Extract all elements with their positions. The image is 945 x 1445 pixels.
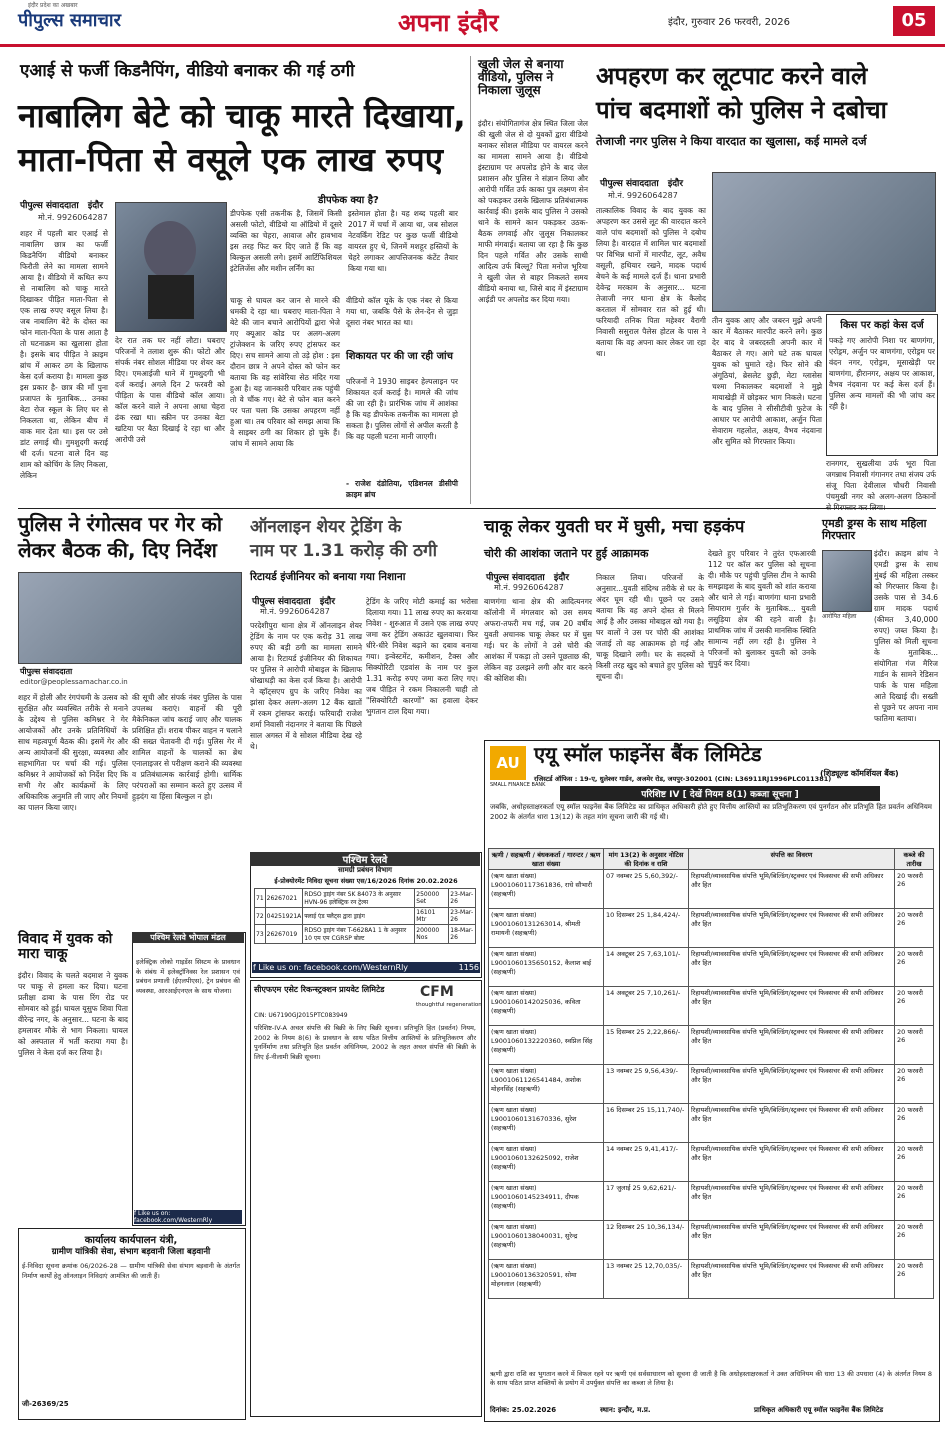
share-column-2: ट्रेडिंग के जरिए मोटी कमाई का भरोसा दिलाया गया। 11 लाख रुपए का करवाया निवेश - शुरुआत में उसने एक लाख रुपए जमा कर ट्रेडिंग अकाउंट खुलवाया। फिर धीरे-धीरे निवेश बढ़ाने का दबाव बनाया गया। इन्वेस्टमेंट, कमीशन, टैक्स और सिक्योरिटी एडवांस के नाम पर कुल 1.31 करोड़ रुपए जमा करा लिए गए। जब पीड़ित ने रकम निकालनी चाही तो "सिक्योरिटी कारणों" का हवाला देकर भुगतान टाल दिया गया।	[366, 597, 478, 716]
cell-property: रिहायशी/व्यावसायिक संपत्ति भूमि/बिल्डिंग/स्ट्रक्चर एवं फिक्सचर की सभी अधिकार और हित	[689, 948, 895, 987]
cell-qty: 200000 Nos	[415, 925, 449, 944]
murder-body: इंदौर। विवाद के चलते बदमाश ने युवक पर चाकू से हमला कर दिया। घटना प्रतीक्षा ढाबा के पास रिंग रोड पर सोमवार को हुई। घायल यूसुफ शिवा पिता वीरेन्द्र नगर, के अनुसार... घटना के बाद हमलावर मौके से भाग निकला। घायल को अस्पताल में भर्ती कराया गया है। पुलिस ने केस दर्ज कर लिया है।	[18, 971, 128, 1057]
knife-column-3: देखते हुए परिवार ने तुरंत एफआरवी 112 पर कॉल कर पुलिस को सूचना दी। मौके पर पहुंची पुलिस टीम ने काफी समझाइश के बाद युवती को शांत कराया और थाने ले गई। बाणगंगा थाना प्रभारी सियाराम गुर्जर के मुताबिक... युवती लसूड़िया क्षेत्र की रहने वाली है। प्राथमिक जांच में उसकी मानसिक स्थिति सामान्य नहीं लग रही है। पुलिस ने परिजनों को बुलाकर युवती को उनके सुपुर्द कर दिया।	[708, 549, 816, 668]
robbery-photo	[712, 172, 936, 312]
lead-headline-1: नाबालिग बेटे को चाकू मारते दिखाया,	[18, 96, 466, 135]
bank-address: रजिस्टर्ड ऑफिस : 19-ए, धुलेश्वर गार्डन, अजमेर रोड, जयपुर-302001 (CIN: L36911RJ1996PLC011381)	[534, 775, 832, 783]
cell-property: रिहायशी/व्यावसायिक संपत्ति भूमि/बिल्डिंग/स्ट्रक्चर एवं फिक्सचर की सभी अधिकार और हित	[689, 1104, 895, 1143]
bank-note: ऋणी द्वारा राशि का भुगतान करने में विफल रहने पर ऋणी एवं सर्वसाधारण को सूचना दी जाती है कि अधोहस्ताक्षरकर्ता ने उक्त अधिनियम की धारा 13 की उपधारा (4) के अंतर्गत नियम 8 के साथ पठित प्राप्त शक्तियों के प्रयोग में उपर्युक्त संपत्ति का कब्जा ले लिया है।	[490, 1370, 932, 1387]
knife-mobile: मो.नं. 9926064287	[494, 583, 564, 592]
share-mobile: मो.नं. 9926064287	[260, 607, 330, 616]
cell-demand: 15 दिसम्बर 25 2,22,866/-	[604, 1026, 689, 1065]
table-row	[489, 1143, 934, 1182]
cell-date: 20 फरवरी 26	[895, 1182, 934, 1221]
gramin-text: ई-निविदा सूचना क्रमांक 06/2026-28 — ग्रामीण यांत्रिकी सेवा संभाग बड़वानी के अंतर्गत निर्माण कार्यों हेतु ऑनलाइन निविदाएं आमंत्रित की जाती हैं।	[22, 1262, 240, 1280]
cell-date: 20 फरवरी 26	[895, 1221, 934, 1260]
lead-column-3: चाकू से घायल कर जान से मारने की धमकी दे रहा था। घबराए माता-पिता ने बेटे की जान बचाने आरोपियों द्वारा भेजे गए क्यूआर कोड पर अलग-अलग ट्रांजेक्शन के जरिए रुपए ट्रांसफर कर दिए। सच सामने आया तो उड़े होश : इस दौरान छात्र ने अपने दोस्त को फोन कर बताया कि वह सांवेरिया सेठ मंदिर गया हुआ है। यह जानकारी परिवार तक पहुंची तो वे चौंक गए। बेटे से फोन बात करने पर पता चला कि उसका अपहरण नहीं हुआ था। तब परिवार को समझ आया कि वे साइबर ठगी का शिकार हो चुके हैं। जांच में सामने आया कि	[230, 296, 340, 448]
lead-headline-2: माता-पिता से वसूले एक लाख रुपए	[18, 140, 443, 179]
jail-headline: खुली जेल से बनाया वीडियो, पुलिस ने निकाला जुलूस	[478, 57, 564, 97]
byline-city: इंदौर	[667, 179, 684, 189]
face-icon	[144, 221, 196, 279]
divider	[18, 508, 936, 509]
cell-date: 20 फरवरी 26	[895, 1260, 934, 1299]
bank-signature: प्राधिकृत अधिकारी एयू स्मॉल फाइनेंस बैंक लिमिटेड	[754, 1406, 884, 1414]
complaint-text: परिजनों ने 1930 साइबर हेल्पलाइन पर शिकायत दर्ज कराई है। मामले की जांच की जा रही है। प्रारंभिक जांच में आशंका है कि यह डीपफेक तकनीक का मामला हो सकता है। पुलिस लोगों से अपील करती है कि वह पहली घटना मानी जाएगी।	[346, 377, 458, 441]
facebook-icon: f	[134, 1210, 137, 1217]
cfm-title: सीएफएम एसेट रिकन्स्ट्रक्शन प्रायवेट लिमिटेड	[254, 985, 385, 994]
robbery-column-3: रानगगर, सुखलीया उर्फ भूरा पिता जगन्नाथ निवासी गंगानगर तथा संजय उर्फ संजू पिता देवीलाल चौधरी निवासी पंचमुखी नगर को अलग-अलग ठिकानों	[826, 459, 936, 501]
cell-date: 18-Mar-26	[449, 925, 476, 944]
share-headline-2: नाम पर 1.31 करोड़ की ठगी	[250, 541, 437, 561]
gramin-footer: जी-26369/25	[22, 1400, 69, 1408]
knife-subhead: चोरी की आशंका जताने पर हुई आक्रामक	[484, 547, 649, 560]
cell-no: 73	[255, 925, 266, 944]
cell-demand: 14 अक्टूबर 25 7,63,101/-	[604, 948, 689, 987]
cell-tender: 26267019	[265, 925, 303, 944]
byline-city: इंदौर	[553, 573, 570, 583]
table-row	[489, 1104, 934, 1143]
cell-borrower: (ऋण खाता संख्या) L9001061126541484, अशोक मोहनसिंह (सहऋणी)	[489, 1065, 604, 1104]
cell-demand: 13 नवम्बर 25 9,56,439/-	[604, 1065, 689, 1104]
table-row	[255, 889, 476, 908]
cell-borrower: (ऋण खाता संख्या) L9001060131670336, सुरेश (सहऋणी)	[489, 1104, 604, 1143]
bank-logo-sub: SMALL FINANCE BANK	[490, 782, 546, 788]
bank-table	[488, 848, 934, 1299]
col-header-demand: मांग 13(2) के अनुसार नोटिस की दिनांक व राशि	[604, 849, 689, 870]
cell-property: रिहायशी/व्यावसायिक संपत्ति भूमि/बिल्डिंग/स्ट्रक्चर एवं फिक्सचर की सभी अधिकार और हित	[689, 1026, 895, 1065]
cell-borrower: (ऋण खाता संख्या) L9001060142025036, कविता (सहऋणी)	[489, 987, 604, 1026]
cell-demand: 14 नवम्बर 25 9,41,417/-	[604, 1143, 689, 1182]
cell-tender: 04251921A	[265, 908, 303, 925]
board-footer	[134, 1210, 242, 1224]
accused-photo-caption: आरोपित महिला	[822, 613, 857, 620]
byline-name: पीपुल्स संवाददाता	[600, 179, 659, 189]
bank-intro: जबकि, अधोहस्ताक्षरकर्ता एयू स्मॉल फाइनेंस बैंक लिमिटेड का प्राधिकृत अधिकारी होते हुए वित्तीय आस्तियों का प्रतिभूतिकरण एवं पुनर्गठन और प्रतिभूति हित प्रवर्तन अधिनियम 2002 के अंतर्गत धारा 13(12) के तहत मांग सूचना जारी की गई थी।	[490, 803, 932, 821]
cfm-text: परिशिष्ट-IV-A अचल संपत्ति की बिक्री के लिए बिक्री सूचना। प्रतिभूति हित (प्रवर्तन) नियम, 2002 के नियम 8(6) के प्रावधान के साथ पठित वित्तीय आस्तियों के प्रतिभूतिकरण और पुनर्निर्माण तथा प्रतिभूति हित प्रवर्तन अधिनियम, 2002 के तहत अचल संपत्ति की बिक्री के लिए ई-नीलामी बिक्री सूचना।	[254, 1024, 476, 1061]
cell-no: 71	[255, 889, 266, 908]
knife-column-1: बाणगंगा थाना क्षेत्र की आदित्यनगर कॉलोनी में मंगलवार को उस समय अफरा-तफरी मच गई, जब 20 वर्षीय युवती अचानक चाकू लेकर घर में घुस गई। घर के लोगों ने उसे चोरी की आशंका में पकड़ा तो उसने पूछताछ की, लेकिन वह उलझने लगी और वार करने की कोशिश की।	[484, 597, 592, 683]
cell-borrower: (ऋण खाता संख्या) L9001060117361836, राधे सौभारी (सहऋणी)	[489, 870, 604, 909]
bank-place: स्थान: इन्दौर, म.प्र.	[600, 1406, 651, 1414]
railway-table	[254, 888, 476, 944]
cell-demand: 07 नवम्बर 25 5,60,392/-	[604, 870, 689, 909]
robbery-column-1: तात्कालिक विवाद के बाद युवक का अपहरण कर उससे लूट की वारदात करने वाले पांच बदमाशों को पुलिस ने दबोच लिया है। वारदात में शामिल चार बदमाशों पर विभिन्न थानों में मारपीट, लूट, अवैध वसूली, हथियार रखने, मादक पदार्थ बेचने के कई मामले दर्ज हैं। थाना प्रभारी देवेन्द्र मरकाम के अनुसार... घटना तेजाजी नगर थाना क्षेत्र के कैलोद करताल में सोमवार रात को हुई थी। फरियादी तनिक पिता महेश्वर वैरागी निवासी ससुराल पैलेस होटल के पास ने बताया कि वह अपना कार लेकर जा रहा था।	[596, 206, 706, 358]
cell-tender: 26267021	[265, 889, 303, 908]
cell-demand: 12 दिसम्बर 25 10,36,134/-	[604, 1221, 689, 1260]
cell-date: 20 फरवरी 26	[895, 1065, 934, 1104]
facebook-icon: f	[253, 963, 256, 972]
lead-mobile: मो.नं. 9926064287	[38, 213, 108, 222]
lead-column-2: देर रात तक घर नहीं लौटा। घबराए परिजनों ने तलाश शुरू की। फोटो और संपर्क नंबर सोशल मीडिया पर शेयर कर दिए। एमआईजी थाने में गुमशुदगी भी दर्ज कराई। अगले दिन 2 फरवरी को पीड़िता के पास वीडियो कॉल आया। कॉल करने वाले ने अपना आधा चेहरा ढंक रखा था। स्क्रीन पर उनका बेटा खटिया पर बैठा दिखाई दे रहा था और आरोपी उसे	[115, 336, 225, 444]
cell-desc: RDSO ड्राइंग नंबर SK 84073 के अनुसार HVN-96 इलेक्ट्रिक रन ट्रेल्स	[303, 889, 415, 908]
cell-date: 23-Mar-26	[449, 908, 476, 925]
cell-borrower: (ऋण खाता संख्या) L9001060138040031, सुरेन्द्र (सहऋणी)	[489, 1221, 604, 1260]
gramin-title-2: ग्रामीण यांत्रिकी सेवा, संभाग बड़वानी जिला बड़वानी	[51, 1247, 211, 1257]
cell-date: 20 फरवरी 26	[895, 909, 934, 948]
robbery-box	[826, 314, 938, 456]
railway-sub: सामग्री प्रबंधन विभाग	[338, 866, 392, 874]
share-subhead: रिटायर्ड इंजीनियर को बनाया गया निशाना	[250, 571, 406, 583]
drugs-headline: एमडी ड्रग्स के साथ महिला गिरफ्तार	[822, 517, 927, 542]
railway-tender-title: ई-प्रोक्योरमेंट निविदा सूचना संख्या एस/16/2026 दिनांक 20.02.2026	[274, 877, 458, 885]
board-title: पश्चिम रेलवे भोपाल मंडल	[132, 932, 244, 943]
robbery-box-text: पकड़े गए आरोपी निशा पर बाणगंगा, एरोड्रम, अर्जुन पर बाणगंगा, एरोड्रम पर वंदन नगर, एरोड्रम, मूसाखेड़ी पर बाणगंगा, हीरानगर, अक्षय पर आकाश, वैभव नंदवाना पर कई केस दर्ज हैं। पुलिस अन्य मामलों की भी जांच कर रही है।	[829, 336, 935, 411]
cell-borrower: (ऋण खाता संख्या) L9001060132625092, राजेश (सहऋणी)	[489, 1143, 604, 1182]
meeting-headline-2: लेकर बैठक की, दिए निर्देश	[18, 538, 217, 562]
cell-date: 20 फरवरी 26	[895, 1104, 934, 1143]
cell-property: रिहायशी/व्यावसायिक संपत्ति भूमि/बिल्डिंग/स्ट्रक्चर एवं फिक्सचर की सभी अधिकार और हित	[689, 1143, 895, 1182]
cell-property: रिहायशी/व्यावसायिक संपत्ति भूमि/बिल्डिंग/स्ट्रक्चर एवं फिक्सचर की सभी अधिकार और हित	[689, 1065, 895, 1104]
byline-city: इंदौर	[87, 201, 104, 211]
meeting-column-2: की सूची और संपर्क नंबर पुलिस के पास उपलब्ध कराएं। वाहनों की पूरी मैकेनिकल जांच कराई जाए और चालक प्रशिक्षित हों। शराब पीकर वाहन न चलाने की सख्त चेतावनी दी गई। पुलिस गेर में शामिल वाहनों के चालकों का ब्रेथ एनालाइजर से परीक्षण कराने की व्यवस्था व प्रतिबंधात्मक कार्रवाई होगी। धार्मिक परंपराओं का सम्मान करते हुए उत्सव में हुड़दंग या हिंसा बिल्कुल न हो।	[132, 693, 242, 801]
page-number: 05	[893, 6, 935, 36]
bank-date: दिनांक: 25.02.2026	[490, 1406, 557, 1414]
cfm-logo-sub: thoughtful regeneration	[416, 1002, 482, 1008]
dateline: इंदौर, गुरुवार 26 फरवरी, 2026	[668, 17, 791, 28]
cell-date: 23-Mar-26	[449, 889, 476, 908]
cell-qty: 16101 Mtr	[415, 908, 449, 925]
cell-borrower: (ऋण खाता संख्या) L9001060136320591, सोमा मोहनलाल (सहऋणी)	[489, 1260, 604, 1299]
cell-date: 20 फरवरी 26	[895, 1143, 934, 1182]
railway-title: पश्चिम रेलवे	[250, 852, 480, 866]
robbery-subhead: तेजाजी नगर पुलिस ने किया वारदात का खुलासा, कई मामले दर्ज	[596, 134, 867, 148]
table-row	[489, 870, 934, 909]
robbery-headline-1: अपहरण कर लूटपाट करने वाले	[596, 62, 868, 90]
complaint-title: शिकायत पर की जा रही जांच	[346, 351, 453, 362]
byline-city: इंदौर	[319, 597, 336, 607]
robbery-headline-2: पांच बदमाशों को पुलिस ने दबोचा	[596, 96, 887, 124]
table-row	[489, 987, 934, 1026]
col-header-property: संपत्ति का विवरण	[689, 849, 895, 870]
knife-column-2: निकाल लिया। परिजनों के अनुसार...युवती संदिग्ध तरीके से घर के अंदर घूम रही थी। पूछने पर उसने बताया कि वह अपने दोस्त से मिलने आई है और उसका मोबाइल खो गया है। घर वालों ने उस पर चोरी की आशंका जताई तो वह आक्रामक हो गई और चाकू दिखाने लगी। घर के सदस्यों ने किसी तरह खुद को बचाते हुए पुलिस को सूचना दी।	[596, 573, 704, 681]
board-text: इलेक्ट्रिक लोको गाइडेंस सिस्टम के प्रावधान के संबंध में इलेक्ट्रॉनिक्स रेल प्रशासन एवं प्रबंधन प्रणाली (ईएलपीएस), ट्रेन प्रबंधन की व्यवस्था, आरआईएनएल के साथ योजना।	[136, 958, 240, 995]
cell-qty: 250000 Set	[415, 889, 449, 908]
brand-tagline: इंदौर प्रदेश का अखबार	[28, 2, 78, 9]
cell-borrower: (ऋण खाता संख्या) L9001060145234911, दीपक (सहऋणी)	[489, 1182, 604, 1221]
cell-property: रिहायशी/व्यावसायिक संपत्ति भूमि/बिल्डिंग/स्ट्रक्चर एवं फिक्सचर की सभी अधिकार और हित	[689, 909, 895, 948]
phone-icon	[148, 275, 194, 319]
section-title: अपना इंदौर	[398, 9, 499, 37]
cell-no: 72	[255, 908, 266, 925]
accused-photo	[822, 550, 872, 612]
bank-subtitle: (शिड्यूल्ड कॉमर्शियल बैंक)	[820, 769, 899, 778]
gramin-title: कार्यालय कार्यपालन यंत्री,	[84, 1235, 178, 1246]
cell-borrower: (ऋण खाता संख्या) L9001060135650152, कैलाश बाई (सहऋणी)	[489, 948, 604, 987]
cell-property: रिहायशी/व्यावसायिक संपत्ति भूमि/बिल्डिंग/स्ट्रक्चर एवं फिक्सचर की सभी अधिकार और हित	[689, 1182, 895, 1221]
col-header-borrower: ऋणी / सहऋणी / बंधककर्ता / गारन्टर / ऋण खाता संख्या	[489, 849, 604, 870]
share-headline-1: ऑनलाइन शेयर ट्रेडिंग के	[250, 517, 402, 537]
share-column-1: परदेशीपुरा थाना क्षेत्र में ऑनलाइन शेयर ट्रेडिंग के नाम पर एक करोड़ 31 लाख रुपए की बड़ी ठगी का मामला सामने आया है। रिटायर्ड इंजीनियर की शिकायत पर पुलिस ने आरोपी मोबाइल के खिलाफ धोखाधड़ी का केस दर्ज किया है। आरोपी ने व्हॉट्सएप ग्रुप के जरिए निवेश का झांसा देकर अलग-अलग 12 बैंक खातों में रकम ट्रांसफर कराई। फरियादी राजेश शर्मा निवासी नंदानगर ने बताया कि पिछले साल अगस्त में वे सोशल मीडिया देख रहे थे।	[250, 621, 362, 751]
cell-property: रिहायशी/व्यावसायिक संपत्ति भूमि/बिल्डिंग/स्ट्रक्चर एवं फिक्सचर की सभी अधिकार और हित	[689, 1260, 895, 1299]
robbery-box-title: किस पर कहां केस दर्ज	[840, 320, 924, 331]
deepfake-text-2: इस्तेमाल होता है। यह शब्द पहली बार 2017 में चर्चा में आया था, जब सोशल नेटवर्किंग रेडिट पर कुछ फर्जी वीडियो वायरल हुए थे, जिनमें मशहूर हस्तियों के चेहरे लगाकर आपत्तिजनक कंटेंट तैयार किया गया था।	[348, 209, 458, 273]
robbery-column-2: तीन युवक आए और जबरन मुझे अपनी कार में बैठाकर मारपीट करने लगे। कुछ देर बाद वे जबरदस्ती अपनी कार में बैठाकर ले गए। आगे घटे तक घायल युवक को घुमाते रहे। फिर सोने की अंगूठियां, ब्रेसलेट छुड़ी, मेटा ग्लासेस चश्मा निकालकर बदमाशों ने मुझे मायाखेड़ी में छोड़कर भाग निकले। घटना के बाद पुलिस ने सीसीटीवी फुटेज के आधार पर आरोपी आकाश, अर्जुन पिता सेवाराम गहलोत, अक्षय, वैभव नंदवाना और सुमित को गिरफ्तार किया।	[712, 316, 822, 446]
divider	[470, 56, 471, 504]
cell-date: 20 फरवरी 26	[895, 870, 934, 909]
cell-date: 20 फरवरी 26	[895, 1026, 934, 1065]
cell-demand: 10 दिसम्बर 25 1,84,424/-	[604, 909, 689, 948]
bank-notice-title: परिशिष्ट IV [ देखें नियम 8(1) कब्जा सूचना ]	[560, 786, 880, 801]
table-row	[489, 948, 934, 987]
robbery-mobile: मो.नं. 9926064287	[608, 191, 678, 200]
cell-property: रिहायशी/व्यावसायिक संपत्ति भूमि/बिल्डिंग/स्ट्रक्चर एवं फिक्सचर की सभी अधिकार और हित	[689, 987, 895, 1026]
table-row	[489, 1260, 934, 1299]
table-row	[489, 1182, 934, 1221]
cell-date: 20 फरवरी 26	[895, 948, 934, 987]
byline-name: पीपुल्स संवाददाता	[486, 573, 545, 583]
table-row	[489, 1026, 934, 1065]
table-header-row	[489, 849, 934, 870]
railway-footer	[252, 962, 480, 973]
bank-title: एयू स्मॉल फाइनेंस बैंक लिमिटेड	[534, 742, 762, 766]
byline-name: पीपुल्स संवाददाता	[20, 201, 79, 211]
cell-borrower: (ऋण खाता संख्या) L9001060131263014, श्रीमती रामायनी (सहऋणी)	[489, 909, 604, 948]
meeting-photo-credit: पीपुल्स संवाददाता	[20, 667, 73, 676]
cell-demand: 16 दिसम्बर 25 15,11,740/-	[604, 1104, 689, 1143]
cell-property: रिहायशी/व्यावसायिक संपत्ति भूमि/बिल्डिंग/स्ट्रक्चर एवं फिक्सचर की सभी अधिकार और हित	[689, 870, 895, 909]
byline-name: पीपुल्स संवाददाता	[252, 597, 311, 607]
cfm-logo: CFM	[420, 984, 454, 1000]
railway-code: 1156	[458, 963, 479, 972]
cell-borrower: (ऋण खाता संख्या) L9001060132220360, स्वप्निल सिंह (सहऋणी)	[489, 1026, 604, 1065]
deepfake-text-1: डीपफेक एसी तकनीक है, जिसमें किसी असली फोटो, वीडियो या ऑडियो में दूसरे व्यक्ति का चेहरा, आवाज और हावभाव इस तरह फिट कर दिए जाते हैं कि वह बिल्कुल असली लगे। इसमें आर्टिफिशियल इंटेलिजेंस और मशीन लर्निंग का	[230, 209, 342, 273]
cell-property: रिहायशी/व्यावसायिक संपत्ति भूमि/बिल्डिंग/स्ट्रक्चर एवं फिक्सचर की सभी अधिकार और हित	[689, 1221, 895, 1260]
meeting-column-1: शहर में होली और रंगपंचमी के उत्सव को सुरक्षित और व्यवस्थित तरीके से मनाने के उद्देश्य से पुलिस कमिश्नर ने गेर आयोजकों और उनके प्रतिनिधियों के साथ महत्वपूर्ण बैठक की। इसमें गेर और अन्य आयोजनों की सुरक्षा, व्यवस्था और सहभागिता पर चर्चा की गई। पुलिस कमिश्नर ने आयोजकों को निर्देश दिए कि सभी गेर और कार्यक्रमों के लिए अधिकारिक अनुमति ली जाए और नियमों का पालन किया जाए।	[18, 693, 128, 812]
lead-kicker: एआई से फर्जी किडनैपिंग, वीडियो बनाकर की गई ठगी	[20, 61, 355, 81]
bank-logo: AU	[490, 746, 526, 780]
cell-demand: 13 नवम्बर 25 12,70,035/-	[604, 1260, 689, 1299]
cell-demand: 14 अक्टूबर 25 7,10,261/-	[604, 987, 689, 1026]
deepfake-box-title: डीपफेक क्या है?	[318, 195, 379, 206]
drugs-body: इंदौर। क्राइम ब्रांच ने एमडी ड्रग्स के साथ मुंबई की महिला तस्कर को गिरफ्तार किया है। उसके पास से 34.6 ग्राम मादक पदार्थ (कीमत 3,40,000 रुपए) जब्त किया है। पुलिस को मिली सूचना के मुताबिक... संयोगिता गंज मैरिज गार्डन के सामने रेडिसन पार्क के पास महिला आते दिखाई दी। सख्ती से पूछने पर अपना नाम फातिमा बताया।	[874, 549, 938, 723]
deepfake-image	[115, 202, 227, 332]
cell-date: 20 फरवरी 26	[895, 987, 934, 1026]
lead-byline	[20, 198, 103, 211]
cell-demand: 17 जुलाई 25 9,62,621/-	[604, 1182, 689, 1221]
col-header-date: कब्जे की तारीख	[895, 849, 934, 870]
jail-body: इंदौर। संयोगितागंज क्षेत्र स्थित जिला जेल की खुली जेल से दो युवकों द्वारा वीडियो बनाकर सोशल मीडिया पर वायरल करने का मामला सामने आया है। वीडियो इंस्टाग्राम पर अपलोड होने के बाद जेल प्रशासन और पुलिस ने संज्ञान लिया और आरोपी गर्वित उर्फ काका पुत्र लक्ष्मण सेन को पकड़कर उसके खिलाफ प्रतिबंधात्मक कार्रवाई की। इसके बाद पुलिस ने उसको थाने के सामने कान पकड़कर उठक-बैठक लगवाई और जुलूस निकालकर माफी मंगवाई। बताया जा रहा है कि कुछ दिन पहले गर्वित और उसके साथी आदित्य उर्फ बिल्लू? पिता मनोज भूरिया ने खुली जेल से बाहर निकलते समय वीडियो बनाया था, जिसे बाद में इंस्टाग्राम आईडी पर अपलोड कर दिया गया।	[478, 119, 588, 304]
table-row	[255, 908, 476, 925]
murder-headline: विवाद में युवक को मारा चाकू	[18, 931, 113, 963]
brand-logo: पीपुल्स समाचार	[18, 10, 121, 31]
cfm-cin: CIN: U67190GJ2015PTC083949	[254, 1012, 348, 1019]
robbery-byline	[600, 176, 683, 189]
lead-column-1: शहर में पहली बार एआई से नाबालिग छात्र का फर्जी किडनैपिंग वीडियो बनाकर फिरौती लेने का मामला सामने आया है। वीडियो में कथित रूप से नाबालिग को चाकू मारते दिखाकर पीड़ित माता-पिता से एक लाख रुपए वसूल लिया है। जब नाबालिग बेटे के दोस्त का फोन माता-पिता के पास आता है तो घटनाक्रम का खुलासा होता है। इसके बाद पीड़ित ने क्राइम ब्रांच में आकर ठग के खिलाफ केस दर्ज कराया है। मामला कुछ इस प्रकार है- छात्र की माँ पुना प्रजापत के मुताबिक... उनका बेटा रोज स्कूल के लिए घर से निकलता था, लेकिन बीच में वाक मार देता था। इस पर उसे डांट लगाई थी। गुमशुदगी कराई थी दर्ज। घटना वाले दिन वह शाम को कोचिंग के लिए निकला, लेकिन	[20, 229, 108, 480]
cell-desc: RDSO ड्राइंग नंबर T-6628A1 1 के अनुसार 10 एम एम CGRSP बोल्ट	[303, 925, 415, 944]
table-row	[255, 925, 476, 944]
meeting-email: editor@peoplessamachar.co.in	[20, 678, 128, 686]
lead-column-4: वीडियो कॉल यूके के एक नंबर से किया गया था, जबकि पैसे के लेन-देन से जुड़ा दूसरा नंबर भारत का था।	[346, 296, 458, 327]
board-footer-text: Like us on: facebook.com/WesternRly	[134, 1210, 213, 1224]
meeting-photo	[18, 572, 242, 664]
railway-footer-text: Like us on: facebook.com/WesternRly	[258, 963, 409, 972]
table-row	[489, 1065, 934, 1104]
table-row	[489, 909, 934, 948]
knife-headline: चाकू लेकर युवती घर में घुसी, मचा हड़कंप	[484, 517, 745, 537]
cell-desc: फ्लाई एंड फ्लैट्स द्वारा ड्राइंग	[303, 908, 415, 925]
meeting-headline-1: पुलिस ने रंगोत्सव पर गेर को	[18, 512, 223, 536]
table-row	[489, 1221, 934, 1260]
complaint-sign: - राजेश दंडोतिया, एडिशनल डीसीपी क्राइम ब्रांच	[346, 479, 458, 499]
